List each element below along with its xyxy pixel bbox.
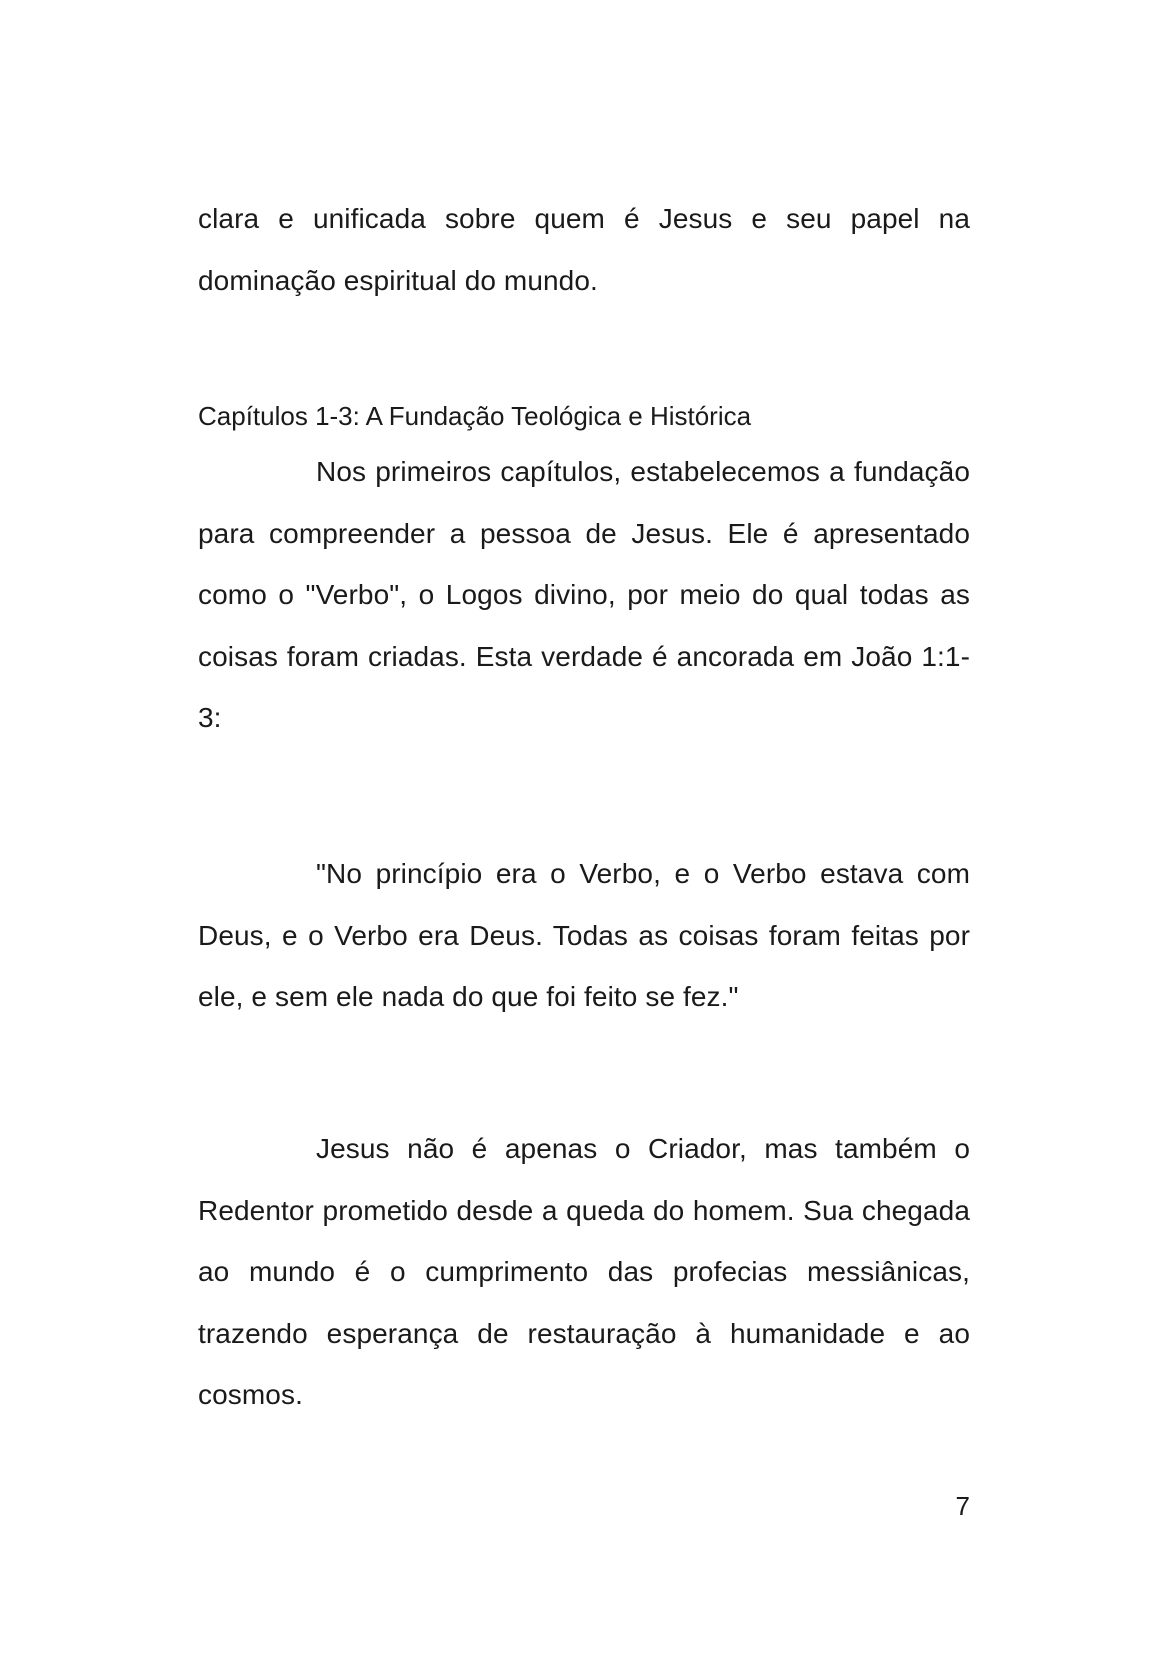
page-number: 7 <box>955 1491 970 1521</box>
body-paragraph-1: Nos primeiros capítulos, estabelecemos a fundação para compreender a pessoa de Jesus. Ele é apresentado como o "Verbo", o Logos divino, por meio do qual todas as coisas foram criadas. Esta verdade é ancorada em João 1:1-3: <box>198 456 970 733</box>
paragraph-2-block <box>198 1118 970 1426</box>
body-paragraph-2: Jesus não é apenas o Criador, mas também o Redentor prometido desde a queda do homem. Sua chegada ao mundo é o cumprimento das profecias messiânicas, trazendo esperança de restauração à humanidade e ao cosmos. <box>198 1133 970 1410</box>
intro-paragraph: clara e unificada sobre quem é Jesus e seu papel na dominação espiritual do mundo. <box>198 203 970 296</box>
paragraph-1-block <box>198 441 970 749</box>
section-heading: Capítulos 1-3: A Fundação Teológica e Histórica <box>198 401 752 431</box>
bible-quote: "No princípio era o Verbo, e o Verbo estava com Deus, e o Verbo era Deus. Todas as coisas foram feitas por ele, e sem ele nada do que foi feito se fez." <box>198 858 970 1012</box>
quote-block <box>198 843 970 1028</box>
intro-paragraph-block <box>198 188 970 311</box>
